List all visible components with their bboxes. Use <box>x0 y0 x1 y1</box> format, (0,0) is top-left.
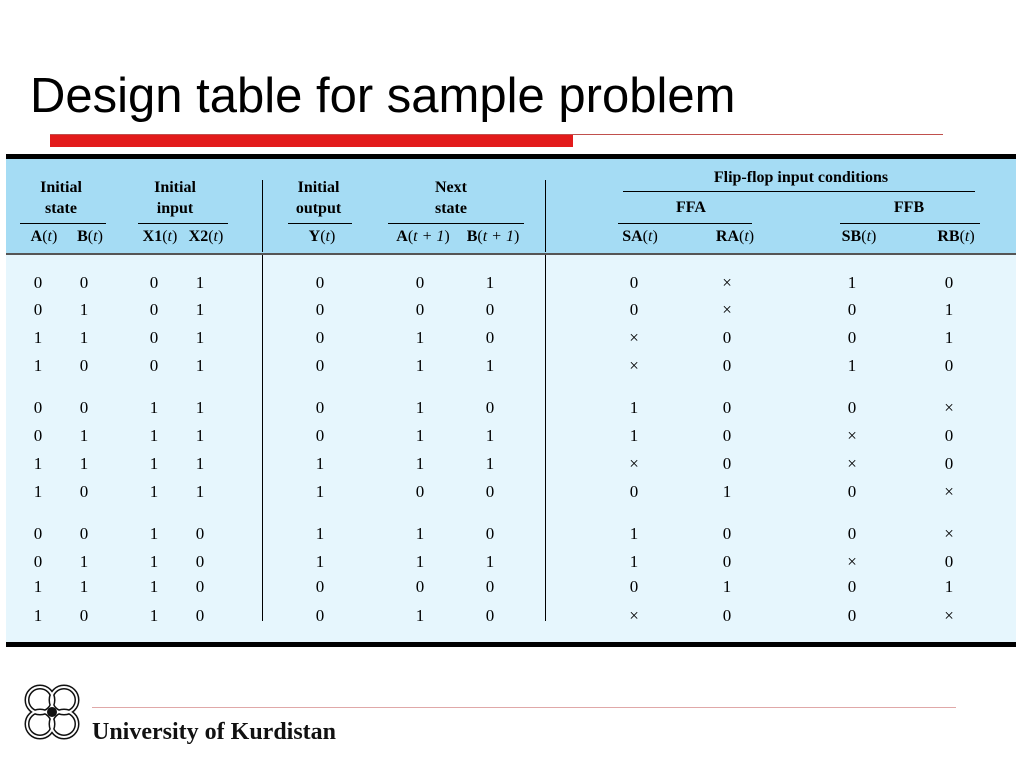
table-cell: 0 <box>722 328 732 347</box>
col-y-t: Y(t) <box>308 228 336 245</box>
table-cell: 0 <box>415 482 425 501</box>
table-cell: × <box>629 356 639 375</box>
table-cell: 1 <box>195 454 205 473</box>
table-cell: 1 <box>485 273 495 292</box>
header-ffb: FFB <box>893 199 925 216</box>
table-cell: 1 <box>195 328 205 347</box>
design-table <box>6 154 1016 647</box>
table-cell: 1 <box>149 426 159 445</box>
table-cell: 1 <box>79 454 89 473</box>
header-flip-flop-conditions: Flip-flop input conditions <box>713 169 889 186</box>
table-cell: 1 <box>944 328 954 347</box>
table-cell: 0 <box>79 606 89 625</box>
underline-next-state <box>388 223 524 224</box>
table-cell: 0 <box>79 273 89 292</box>
table-cell: 0 <box>315 273 325 292</box>
col-x2-t: X2(t) <box>188 228 224 245</box>
table-cell: × <box>847 454 857 473</box>
underline-initial-state <box>20 223 106 224</box>
footer-divider-line <box>92 707 956 708</box>
table-cell: 1 <box>195 398 205 417</box>
table-cell: 0 <box>79 524 89 543</box>
table-cell: 0 <box>33 426 43 445</box>
table-cell: 0 <box>33 398 43 417</box>
university-logo-icon <box>16 676 88 748</box>
table-cell: 1 <box>629 552 639 571</box>
col-sa-t: SA(t) <box>622 228 658 245</box>
table-cell: 0 <box>33 273 43 292</box>
table-cell: 0 <box>847 300 857 319</box>
col-sb-t: SB(t) <box>841 228 877 245</box>
table-cell: 1 <box>195 300 205 319</box>
table-cell: 0 <box>485 328 495 347</box>
col-a-t1: A(t + 1) <box>396 228 450 245</box>
table-cell: 0 <box>722 356 732 375</box>
table-cell: 1 <box>79 552 89 571</box>
table-cell: × <box>944 482 954 501</box>
table-cell: 0 <box>149 356 159 375</box>
table-cell: 1 <box>33 482 43 501</box>
table-cell: 1 <box>315 552 325 571</box>
table-cell: 0 <box>415 273 425 292</box>
footer-institution-name: University of Kurdistan <box>92 719 337 745</box>
table-cell: 0 <box>195 606 205 625</box>
table-cell: 1 <box>415 328 425 347</box>
table-cell: 0 <box>315 426 325 445</box>
table-cell: 0 <box>33 524 43 543</box>
table-cell: 0 <box>847 328 857 347</box>
table-cell: 1 <box>33 328 43 347</box>
table-cell: 0 <box>847 524 857 543</box>
table-cell: 1 <box>415 524 425 543</box>
table-cell: 0 <box>847 577 857 596</box>
table-cell: 1 <box>149 482 159 501</box>
table-cell: 0 <box>195 524 205 543</box>
header-next-state: Next state <box>435 179 467 217</box>
col-a-t: A(t) <box>30 228 58 245</box>
table-cell: 0 <box>33 300 43 319</box>
table-cell: 1 <box>315 482 325 501</box>
header-bottom-rule <box>6 253 1016 255</box>
table-cell: 0 <box>847 482 857 501</box>
table-cell: 0 <box>79 356 89 375</box>
table-cell: 1 <box>149 398 159 417</box>
table-cell: 0 <box>149 300 159 319</box>
table-cell: 1 <box>415 356 425 375</box>
table-cell: × <box>629 454 639 473</box>
table-cell: 0 <box>847 606 857 625</box>
table-cell: 1 <box>79 577 89 596</box>
table-cell: × <box>944 398 954 417</box>
table-cell: 0 <box>485 300 495 319</box>
table-cell: 1 <box>485 426 495 445</box>
table-cell: × <box>944 524 954 543</box>
table-cell: 1 <box>415 426 425 445</box>
table-cell: 0 <box>847 398 857 417</box>
table-cell: 1 <box>722 577 732 596</box>
table-cell: 0 <box>944 454 954 473</box>
table-cell: 0 <box>722 426 732 445</box>
table-cell: 0 <box>722 524 732 543</box>
table-cell: 0 <box>315 577 325 596</box>
table-cell: 1 <box>847 356 857 375</box>
table-cell: 1 <box>415 398 425 417</box>
table-cell: 0 <box>629 273 639 292</box>
table-cell: 0 <box>79 482 89 501</box>
table-cell: 1 <box>79 328 89 347</box>
table-cell: 1 <box>149 454 159 473</box>
underline-initial-input <box>138 223 228 224</box>
table-cell: 1 <box>629 426 639 445</box>
table-cell: 1 <box>195 426 205 445</box>
table-cell: 1 <box>149 577 159 596</box>
table-cell: 1 <box>944 577 954 596</box>
table-cell: 1 <box>33 356 43 375</box>
table-cell: 1 <box>485 356 495 375</box>
table-cell: × <box>847 552 857 571</box>
table-cell: 1 <box>944 300 954 319</box>
slide-title: Design table for sample problem <box>30 69 736 123</box>
underline-ffa <box>618 223 752 224</box>
table-cell: 1 <box>195 273 205 292</box>
col-ra-t: RA(t) <box>715 228 755 245</box>
table-cell: 0 <box>629 577 639 596</box>
header-initial-state: Initial state <box>40 179 82 217</box>
table-cell: 1 <box>149 552 159 571</box>
table-cell: × <box>722 273 732 292</box>
table-cell: 0 <box>149 328 159 347</box>
underline-flip-flop <box>623 191 975 192</box>
table-cell: 1 <box>847 273 857 292</box>
table-cell: 0 <box>944 552 954 571</box>
underline-ffb <box>840 223 980 224</box>
table-cell: 1 <box>79 300 89 319</box>
table-cell: 0 <box>33 552 43 571</box>
table-cell: 0 <box>315 328 325 347</box>
table-cell: 1 <box>485 454 495 473</box>
table-cell: × <box>722 300 732 319</box>
table-cell: 0 <box>415 300 425 319</box>
table-cell: 1 <box>415 454 425 473</box>
table-cell: 1 <box>315 454 325 473</box>
table-cell: 1 <box>195 482 205 501</box>
table-cell: 0 <box>149 273 159 292</box>
table-cell: × <box>944 606 954 625</box>
table-cell: 0 <box>485 398 495 417</box>
table-cell: 0 <box>629 300 639 319</box>
table-cell: 1 <box>79 426 89 445</box>
table-cell: 0 <box>315 300 325 319</box>
header-initial-output: Initial output <box>295 179 342 217</box>
table-cell: × <box>847 426 857 445</box>
table-cell: 0 <box>722 454 732 473</box>
table-cell: 1 <box>629 398 639 417</box>
table-cell: 0 <box>722 398 732 417</box>
table-cell: 0 <box>485 524 495 543</box>
table-cell: 0 <box>629 482 639 501</box>
table-cell: 0 <box>415 577 425 596</box>
table-cell: 1 <box>629 524 639 543</box>
table-cell: 0 <box>485 606 495 625</box>
col-b-t: B(t) <box>77 228 103 245</box>
col-rb-t: RB(t) <box>937 228 975 245</box>
table-cell: 1 <box>33 454 43 473</box>
separator-body-right <box>545 255 546 621</box>
col-b-t1: B(t + 1) <box>466 228 520 245</box>
table-cell: 1 <box>722 482 732 501</box>
header-initial-input: Initial input <box>154 179 196 217</box>
table-cell: 0 <box>944 426 954 445</box>
table-cell: 1 <box>415 552 425 571</box>
table-cell: 0 <box>79 398 89 417</box>
separator-body-left <box>262 255 263 621</box>
separator-header-right <box>545 180 546 252</box>
separator-header-left <box>262 180 263 252</box>
table-bottom-border <box>6 642 1016 647</box>
table-cell: 0 <box>315 398 325 417</box>
table-cell: 1 <box>485 552 495 571</box>
underline-initial-output <box>288 223 352 224</box>
table-cell: 0 <box>722 552 732 571</box>
table-cell: 0 <box>722 606 732 625</box>
table-cell: 0 <box>195 552 205 571</box>
table-cell: 1 <box>315 524 325 543</box>
col-x1-t: X1(t) <box>142 228 178 245</box>
table-cell: 1 <box>33 606 43 625</box>
table-cell: 0 <box>315 606 325 625</box>
table-cell: 1 <box>149 524 159 543</box>
table-cell: 0 <box>315 356 325 375</box>
title-accent-bar <box>50 135 573 147</box>
table-cell: 0 <box>944 273 954 292</box>
table-cell: 0 <box>195 577 205 596</box>
table-cell: 0 <box>944 356 954 375</box>
table-cell: 1 <box>195 356 205 375</box>
table-cell: 1 <box>149 606 159 625</box>
table-cell: 0 <box>485 482 495 501</box>
table-cell: 1 <box>33 577 43 596</box>
header-ffa: FFA <box>676 199 706 216</box>
table-cell: × <box>629 328 639 347</box>
table-cell: 1 <box>415 606 425 625</box>
table-cell: × <box>629 606 639 625</box>
table-cell: 0 <box>485 577 495 596</box>
